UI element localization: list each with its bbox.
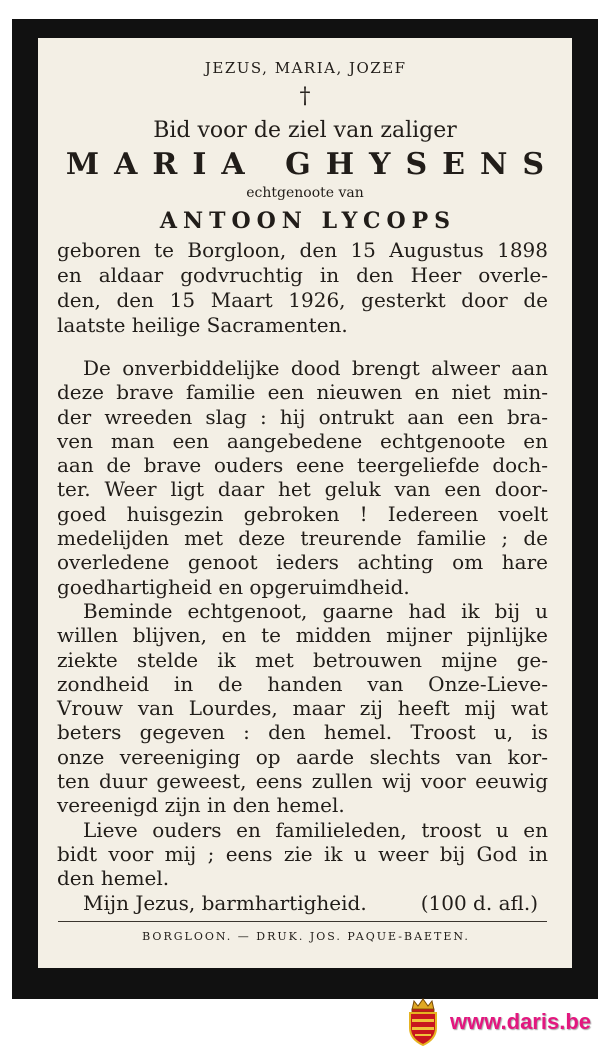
closing-prayer: Mijn Jezus, barmhartigheid.	[83, 890, 367, 915]
invocation: JEZUS, MARIA, JOZEF	[204, 59, 407, 77]
paragraph-1	[57, 356, 548, 599]
text-line: overledene genoot ieders achting om hare	[57, 550, 548, 575]
indulgence-note: (100 d. afl.)	[420, 890, 538, 915]
text-line: ziekte stelde ik met betrouwen mijne ge-	[57, 647, 548, 672]
text-line: beters gegeven : den hemel. Troost u, is	[57, 720, 548, 745]
text-line: der wreeden slag : hij ontrukt aan een bra-	[57, 404, 548, 429]
divider	[58, 921, 547, 922]
relation-label: echtgenoote van	[246, 185, 364, 201]
biography	[57, 238, 548, 338]
text-line: willen blijven, en te midden mijner pijnlijke	[57, 623, 548, 648]
deceased-name: MARIA GHYSENS	[65, 147, 560, 182]
text-line: Beminde echtgenoot, gaarne had ik bij u	[83, 598, 548, 623]
text-line: zondheid in de handen van Onze-Lieve-	[57, 671, 548, 696]
paragraph-3	[57, 818, 548, 891]
site-url: www.daris.be	[450, 1009, 592, 1034]
text-line: ten duur geweest, eens zullen wij voor eeuwig	[57, 769, 548, 794]
prayer-intro: Bid voor de ziel van zaliger	[153, 118, 457, 143]
closing-line	[57, 891, 548, 915]
text-line: den, den 15 Maart 1926, gesterkt door de	[57, 288, 548, 312]
text-line: goed huisgezin gebroken ! Iedereen voelt	[57, 501, 548, 526]
text-line: Lieve ouders en familieleden, troost u en	[83, 817, 548, 842]
card-body	[57, 356, 548, 915]
text-line: geboren te Borgloon, den 15 Augustus 1898	[57, 238, 548, 262]
text-line: den hemel.	[57, 866, 170, 891]
text-line: vereenigd zijn in den hemel.	[57, 793, 345, 818]
memorial-card	[38, 38, 572, 968]
mourning-border	[12, 19, 598, 999]
cross-icon: †	[299, 84, 311, 109]
text-line: ven man een aangebedene echtgenoote en	[57, 428, 548, 453]
text-line: medelijden met deze treurende familie ; de	[57, 526, 548, 551]
text-line: Vrouw van Lourdes, maar zij heeft mij wat	[57, 696, 548, 721]
text-line: aan de brave ouders eene teergeliefde doch-	[57, 453, 548, 478]
text-line: goedhartigheid en opgeruimdheid.	[57, 574, 410, 599]
daris-crest-icon	[405, 997, 441, 1047]
text-line: bidt voor mij ; eens zie ik u weer bij God in	[57, 841, 548, 866]
text-line: laatste heilige Sacramenten.	[57, 313, 348, 337]
text-line: ter. Weer ligt daar het geluk van een door-	[57, 477, 548, 502]
text-line: deze brave familie een nieuwen en niet min-	[57, 380, 548, 405]
text-line: De onverbiddelijke dood brengt alweer aan	[83, 356, 548, 380]
text-line: en aldaar godvruchtig in den Heer overle-	[57, 263, 548, 287]
text-line: onze vereeniging op aarde slechts van kor-	[57, 744, 548, 769]
printer-imprint: BORGLOON. — DRUK. JOS. PAQUE-BAETEN.	[142, 930, 470, 943]
paragraph-2	[57, 599, 548, 818]
spouse-name: ANTOON LYCOPS	[159, 208, 457, 234]
